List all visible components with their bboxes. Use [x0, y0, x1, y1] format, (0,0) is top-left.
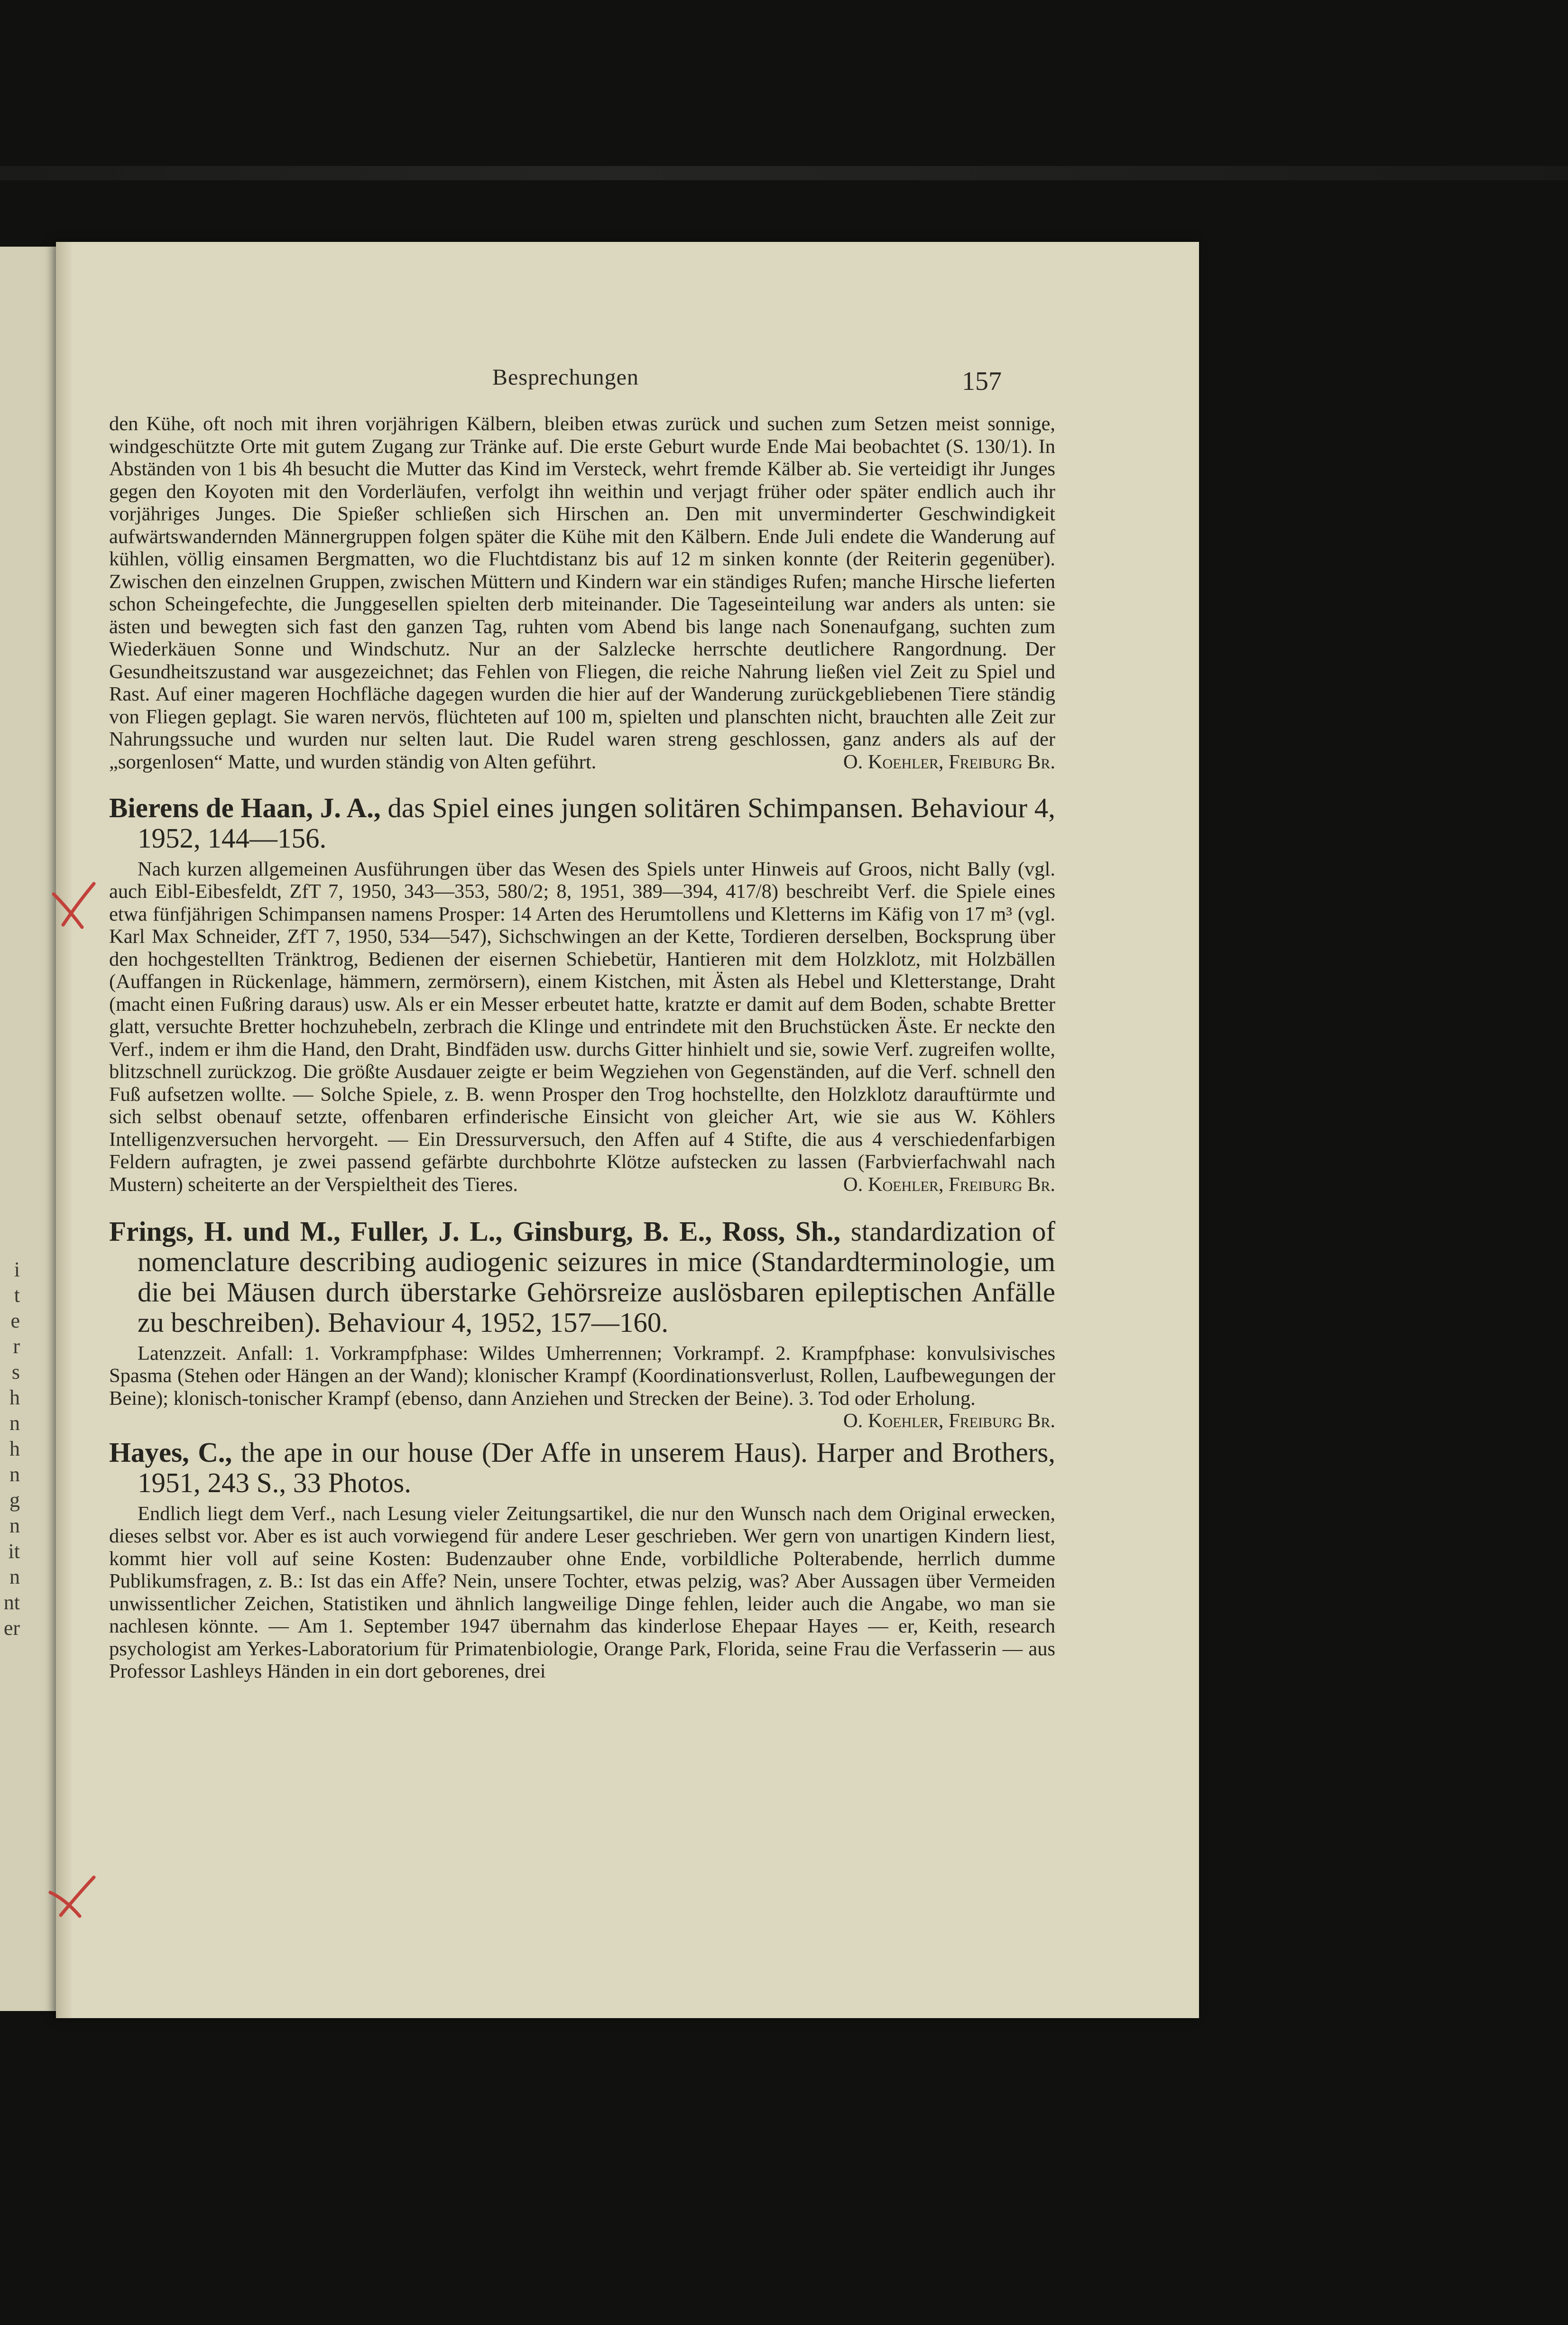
review-text: Endlich liegt dem Verf., nach Lesung vieler Zeitungsartikel, die nur den Wunsch nach dem Original erwecken, dieses selbst vor. Aber es ist auch vorwiegend für andere Leser geschrieben. Wer gern von unartigen Kindern liest, kommt hier voll auf seine Kosten: Budenzauber ohne Ende, vorbildliche Polterabende, herrlich dumme Publikumsfragen, z. B.: Ist das ein Affe? Nein, unsere Tochter, etwas pelzig, was? Aber Aussagen über Vermeiden unwissentlicher Zeichen, Statistiken und ähnlich langweilige Dinge fehlen, leider auch die Angabe, wo man sie nachlesen könnte. — Am 1. September 1947 übernahm das kinderlose Ehepaar Hayes — er, Keith, research psychologist am Yerkes-Laboratorium für Primatenbiologie, Orange Park, Florida, seine Frau die Verfasserin — aus Professor Lashleys Händen in ein dort geborenes, drei — [109, 1502, 1055, 1682]
page-number: 157 — [962, 367, 1002, 396]
book-page — [56, 242, 1199, 2018]
review-signature: O. Koehler, Freiburg Br. — [843, 1410, 1055, 1432]
margin-glyph: nt — [3, 1591, 20, 1614]
review-author: Frings, H. und M., Fuller, J. L., Ginsburg, B. E., Ross, Sh., — [109, 1215, 841, 1247]
margin-glyph: e — [10, 1309, 20, 1332]
margin-glyph: n — [9, 1412, 20, 1435]
margin-glyph: er — [3, 1616, 20, 1640]
left-facing-page — [0, 247, 56, 2011]
review-author: Bierens de Haan, J. A., — [109, 792, 381, 823]
margin-glyph: n — [9, 1463, 20, 1486]
review-title: das Spiel eines jungen solitären Schimpansen. Behaviour 4, 1952, 144—156. — [138, 792, 1055, 854]
scanner-light-band — [0, 166, 1568, 180]
margin-glyph: h — [9, 1386, 20, 1409]
pencil-cross-mark-icon — [49, 880, 101, 932]
page-body — [109, 413, 1055, 1683]
margin-glyph: r — [13, 1335, 20, 1358]
running-head: Besprechungen — [492, 365, 639, 390]
review-text: Nach kurzen allgemeinen Ausführungen über das Wesen des Spiels unter Hinweis auf Groos, nicht Bally (vgl. auch Eibl-Eibesfeldt, ZfT 7, 1950, 343—353, 580/2; 8, 1951, 389—394, 417/8) beschreibt Verf. die Spiele eines etwa fünfjährigen Schimpansen namens Prosper: 14 Arten des Herumtollens und Kletterns im Käfig von 17 m³ (vgl. Karl Max Schneider, ZfT 7, 1950, 534—547), Sichschwingen an der Kette, Tordieren derselben, Bocksprung über den hochgestellten Tränktrog, Bedienen der eisernen Schiebetür, Hantieren mit dem Holzklotz, mit Holzbällen (Auffangen in Rückenlage, hämmern, zermörsern), einem Kistchen, mit Ästen als Hebel und Kletterstange, Draht (macht einen Fußring daraus) usw. Als er ein Messer erbeutet hatte, kratzte er damit auf dem Boden, schabte Bretter glatt, versuchte Bretter hochzuhebeln, zerbrach die Klinge und entrindete mit den Bruchstücken Äste. Er neckte den Verf., indem er ihm die Hand, den Draht, Bindfäden usw. durchs Gitter hinhielt und sie, sowie Verf. zugreifen wollte, blitzschnell zurückzog. Die größte Ausdauer zeigte er beim Wegziehen von Gegenständen, auf die Verf. schnell den Fuß aufsetzen wollte. — Solche Spiele, z. B. wenn Prosper den Trog hochstellte, den Holzklotz darauftürmte und sich selbst obenauf setzte, offenbaren erfinderische Einsicht von gleicher Art, wie sie aus W. Köhlers Intelligenzversuchen hervorgeht. — Ein Dressurversuch, den Affen auf 4 Stifte, die aus 4 verschiedenfarbigen Feldern aufragten, je zwei passend gefärbte durchbohrte Klötze aufstecken zu lassen (Farbvierfachwahl nach Mustern) scheiterte an der Verspieltheit des Tieres. — [109, 858, 1055, 1196]
review-heading — [109, 1437, 1055, 1498]
page-fold-shading — [56, 242, 73, 2018]
margin-glyph: i — [14, 1258, 20, 1281]
review-signature: O. Koehler, Freiburg Br. — [843, 1173, 1055, 1196]
margin-glyph: t — [14, 1283, 20, 1307]
review-title: standardization of nomenclature describing audiogenic seizures in mice (Standardterminologie, um die bei Mäusen durch überstarke Gehörsreize auslösbaren epileptischen Anfälle zu beschreiben). Behaviour 4, 1952, 157—160. — [138, 1215, 1056, 1338]
margin-glyph: s — [11, 1360, 20, 1384]
review-continuation-text: den Kühe, oft noch mit ihren vorjährigen Kälbern, bleiben etwas zurück und suchen zum Setzen meist sonnige, windgeschützte Orte mit gutem Zugang zur Tränke auf. Die erste Geburt wurde Ende Mai beobachtet (S. 130/1). In Abständen von 1 bis 4h besucht die Mutter das Kind im Versteck, wehrt fremde Kälber ab. Sie verteidigt ihr Junges gegen den Koyoten mit den Vorderläufen, verfolgt ihn weithin und verjagt früher oder später endlich auch ihr vorjähriges Junges. Die Spießer schließen sich Hirschen an. Den mit unverminderter Geschwindigkeit aufwärtswandernden Männergruppen folgen später die Kühe mit den Kälbern. Ende Juli endete die Wanderung auf kühlen, völlig einsamen Bergmatten, wo die Fluchtdistanz bis auf 12 m sinken konnte (der Reiterin gegenüber). Zwischen den einzelnen Gruppen, zwischen Müttern und Kindern war ein ständiges Rufen; manche Hirsche lieferten schon Scheingefechte, die Junggesellen spielten derb miteinander. Die Tageseinteilung war anders als unten: sie ästen und bewegten sich fast den ganzen Tag, ruhten vom Abend bis lange nach Sonenaufgang, suchten zum Wiederkäuen Sonne und Windschutz. Nur an der Salzlecke herrschte deutlichere Rangordnung. Der Gesundheitszustand war ausgezeichnet; das Fehlen von Fliegen, die reiche Nahrung ließen viel Zeit zu Spiel und Rast. Auf einer mageren Hochfläche dagegen wurden die hier auf der Wanderung zurückgebliebenen Tiere ständig von Fliegen geplagt. Sie waren nervös, flüchteten auf 100 m, spielten und planschten nicht, brauchten alle Zeit zur Nahrungssuche und wurden nur selten laut. Die Rudel waren streng geschlossen, ganz anders als auf der „sorgenlosen“ Matte, und wurden ständig von Alten geführt. — [109, 413, 1055, 773]
margin-glyph: n — [9, 1514, 20, 1537]
pencil-cross-mark-icon — [46, 1873, 99, 1921]
margin-glyph: it — [8, 1540, 20, 1563]
margin-glyph: h — [9, 1437, 20, 1460]
review-text: Latenzzeit. Anfall: 1. Vorkrampfphase: Wildes Umherrennen; Vorkrampf. 2. Krampfphase: konvulsivisches Spasma (Stehen oder Hängen an der Wand); klonischer Krampf (Koordinationsverlust, Rollen, Laufbewegungen der Beine); klonisch-tonischer Krampf (ebenso, dann Anziehen und Strecken der Beine). 3. Tod oder Erholung. — [109, 1342, 1055, 1410]
left-page-margin-fragments — [1, 1257, 20, 1641]
margin-glyph: n — [9, 1565, 20, 1588]
review-heading — [109, 1216, 1055, 1338]
margin-glyph: g — [9, 1488, 20, 1512]
review-signature: O. Koehler, Freiburg Br. — [843, 751, 1055, 773]
review-author: Hayes, C., — [109, 1436, 232, 1468]
review-title: the ape in our house (Der Affe in unserem Haus). Harper and Brothers, 1951, 243 S., 33 Photos. — [138, 1436, 1055, 1498]
review-heading — [109, 793, 1055, 853]
